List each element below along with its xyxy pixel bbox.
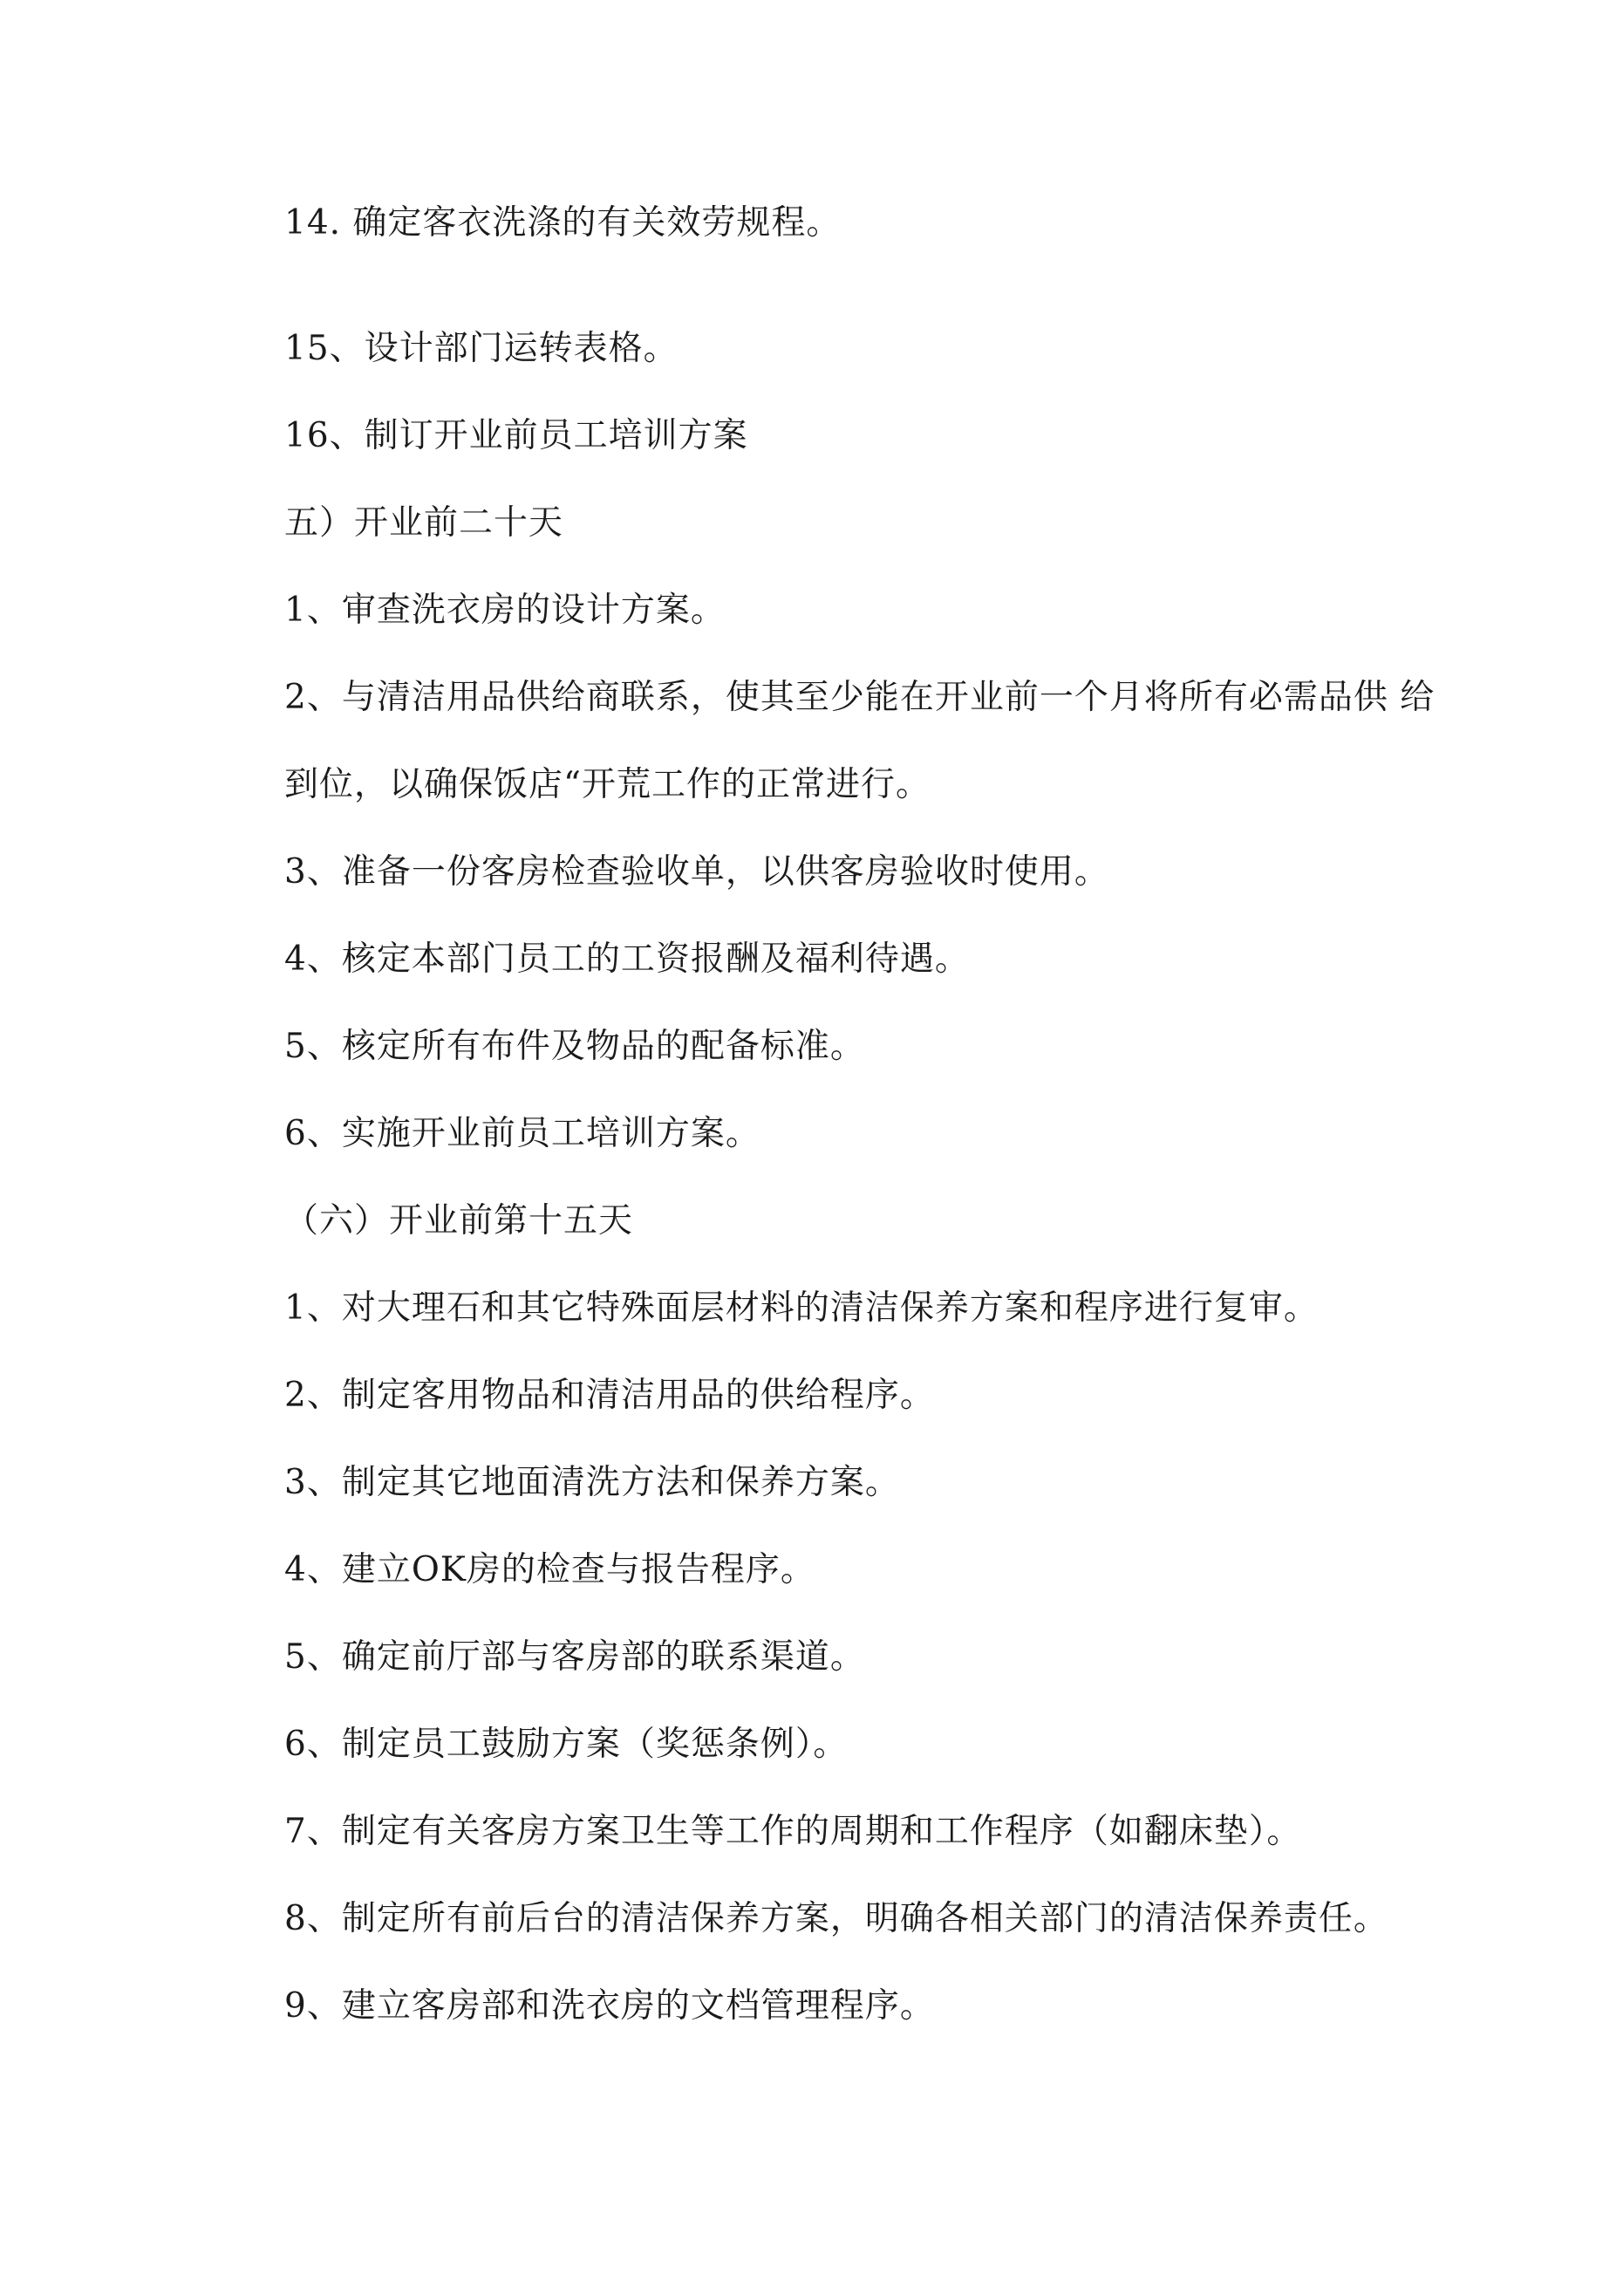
section-heading-6: （六）开业前第十五天 (284, 1201, 634, 1240)
list-item: 3、准备一份客房检查验收单，以供客房验收时使用。 (284, 852, 1109, 892)
list-item: 3、制定其它地面清洗方法和保养方案。 (284, 1463, 900, 1502)
list-item: 5、确定前厅部与客房部的联系渠道。 (284, 1637, 865, 1677)
list-item: 2、与清洁用品供给商联系，使其至少能在开业前一个月将所有必需品供 给 (284, 678, 1435, 717)
list-item: 8、制定所有前后台的清洁保养方案，明确各相关部门的清洁保养责任。 (284, 1899, 1388, 1938)
list-item: 1、审查洗衣房的设计方案。 (284, 591, 726, 630)
list-item: 1、对大理石和其它特殊面层材料的清洁保养方案和程序进行复审。 (284, 1288, 1319, 1328)
section-heading-5: 五）开业前二十天 (284, 503, 564, 543)
list-item: 2、制定客用物品和清洁用品的供给程序。 (284, 1376, 935, 1415)
list-item: 4、建立OK房的检查与报告程序。 (284, 1550, 815, 1589)
list-item: 7、制定有关客房方案卫生等工作的周期和工作程序（如翻床垫）。 (284, 1812, 1302, 1851)
list-item: 9、建立客房部和洗衣房的文档管理程序。 (284, 1986, 935, 2026)
list-item: 5、核定所有布件及物品的配备标准。 (284, 1027, 865, 1066)
list-item-14: 14. 确定客衣洗涤的有关效劳规程。 (284, 203, 842, 243)
list-item: 4、核定本部门员工的工资报酬及福利待遇。 (284, 940, 970, 979)
list-item: 6、制定员工鼓励方案（奖惩条例）。 (284, 1725, 849, 1764)
list-item: 6、实施开业前员工培训方案。 (284, 1114, 760, 1153)
list-item-16: 16、制订开业前员工培训方案 (284, 416, 748, 455)
list-item-continuation: 到位，以确保饭店“开荒工作的正常进行。 (284, 765, 931, 804)
list-item-15: 15、设计部门运转表格。 (284, 329, 679, 368)
